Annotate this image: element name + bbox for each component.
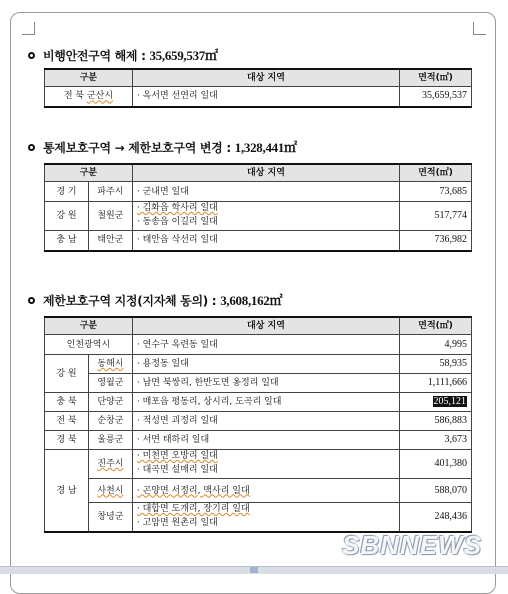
- section3-table: [44, 316, 472, 533]
- area-cell: 58,935: [400, 355, 472, 374]
- section1-area: 35,659,537㎡: [149, 48, 218, 63]
- city-cell: 철원군: [88, 202, 132, 231]
- area-highlight: 205,121: [433, 396, 466, 407]
- area-cell: 248,436: [400, 503, 472, 533]
- target-cell: · 곤양면 서정리, 맥사리 일대: [132, 479, 399, 503]
- scrollbar-thumb[interactable]: [250, 567, 258, 573]
- section2-title: [28, 137, 297, 156]
- table-row: [45, 393, 472, 412]
- target-line: · 미천면 오방리 일대: [136, 451, 218, 461]
- city-cell: 동해시: [88, 355, 132, 374]
- area-cell: 736,982: [400, 231, 472, 251]
- table-row: [45, 479, 472, 503]
- bullet-icon: [28, 297, 35, 304]
- area-cell: [400, 393, 472, 412]
- table-row: [45, 412, 472, 431]
- table-row: [45, 182, 472, 202]
- table-row: [45, 374, 472, 393]
- city-cell: 영월군: [88, 374, 132, 393]
- table-row: [45, 231, 472, 251]
- header-category: 구분: [45, 317, 133, 335]
- target-cell: [132, 450, 399, 479]
- header-category: 구분: [45, 69, 133, 87]
- city-cell: 사천시: [88, 479, 132, 503]
- table-row: [45, 450, 472, 479]
- city-cell: 파주시: [88, 182, 132, 202]
- target-line: · 대곡면 설매리 일대: [136, 465, 218, 475]
- region-cell: 충 남: [45, 231, 89, 251]
- section3-area: 3,608,162㎡: [220, 293, 283, 308]
- target-line: · 김화읍 학사리 일대: [136, 203, 218, 213]
- target-line: · 고암면 원촌리 일대: [136, 518, 218, 528]
- area-cell: 586,883: [400, 412, 472, 431]
- region-cell: 강 원: [45, 355, 89, 393]
- table-header-row: [45, 164, 472, 182]
- region-cell: 강 원: [45, 202, 89, 231]
- section2-table: [44, 163, 472, 252]
- region-cell: 경 북: [45, 431, 89, 450]
- watermark-logo: SBNNEWS: [342, 530, 482, 560]
- area-cell: 401,380: [400, 450, 472, 479]
- region-cell: 경 남: [45, 450, 89, 533]
- target-cell: · 서면 태하리 일대: [132, 431, 399, 450]
- region-cell: 전 북: [45, 412, 89, 431]
- region-cell: 인천광역시: [45, 335, 133, 355]
- section2-title-text: 통제보호구역 → 제한보호구역 변경 :: [43, 141, 231, 155]
- target-cell: · 군내면 일대: [132, 182, 399, 202]
- table-row: [45, 335, 472, 355]
- target-line: · 동송읍 이길리 일대: [136, 217, 218, 227]
- target-cell: · 용정동 일대: [132, 355, 399, 374]
- target-cell: [132, 202, 399, 231]
- section3-title: [28, 290, 282, 309]
- city-cell: 진주시: [88, 450, 132, 479]
- city-cell: 창녕군: [88, 503, 132, 533]
- area-cell: 73,685: [400, 182, 472, 202]
- header-category: 구분: [45, 164, 133, 182]
- section1-table: [44, 68, 472, 108]
- area-cell: 1,111,666: [400, 374, 472, 393]
- target-line: · 대합면 도개리, 장기리 일대: [136, 504, 250, 514]
- section1-title: [28, 45, 218, 64]
- area-cell: 3,673: [400, 431, 472, 450]
- target-cell: · 남면 북쌍리, 한반도면 옹정리 일대: [132, 374, 399, 393]
- area-cell: 588,070: [400, 479, 472, 503]
- target-cell: · 매포읍 평동리, 상시리, 도곡리 일대: [132, 393, 399, 412]
- header-target: 대상 지역: [132, 164, 399, 182]
- region-cell: 경 기: [45, 182, 89, 202]
- city-cell: 순창군: [88, 412, 132, 431]
- region-cell: 충 북: [45, 393, 89, 412]
- target-cell: [132, 503, 399, 533]
- region-cell: 전 북 군산시: [45, 87, 133, 107]
- area-cell: 35,659,537: [400, 87, 472, 107]
- table-header-row: [45, 69, 472, 87]
- header-area: 면적(㎡): [400, 164, 472, 182]
- header-area: 면적(㎡): [400, 317, 472, 335]
- section1-title-text: 비행안전구역 해제 :: [43, 49, 146, 63]
- header-area: 면적(㎡): [400, 69, 472, 87]
- area-cell: 4,995: [400, 335, 472, 355]
- table-row: [45, 503, 472, 533]
- bullet-icon: [28, 144, 35, 151]
- city-cell: 울릉군: [88, 431, 132, 450]
- header-target: 대상 지역: [132, 69, 399, 87]
- table-header-row: [45, 317, 472, 335]
- city-cell: 태안군: [88, 231, 132, 251]
- section2-area: 1,328,441㎡: [234, 140, 297, 155]
- table-row: [45, 355, 472, 374]
- area-cell: 517,774: [400, 202, 472, 231]
- target-cell: · 옥서면 선연리 일대: [132, 87, 399, 107]
- target-cell: · 적성면 괴정리 일대: [132, 412, 399, 431]
- table-row: [45, 202, 472, 231]
- target-cell: · 연수구 옥련동 일대: [132, 335, 399, 355]
- crop-mark-top-right: [473, 22, 486, 35]
- city-cell: 단양군: [88, 393, 132, 412]
- section3-title-text: 제한보호구역 지정(지자체 동의) :: [43, 294, 217, 308]
- bullet-icon: [28, 52, 35, 59]
- table-row: [45, 431, 472, 450]
- table-row: [45, 87, 472, 107]
- header-target: 대상 지역: [132, 317, 399, 335]
- crop-mark-top-left: [22, 22, 35, 35]
- target-cell: · 태안읍 삭선리 일대: [132, 231, 399, 251]
